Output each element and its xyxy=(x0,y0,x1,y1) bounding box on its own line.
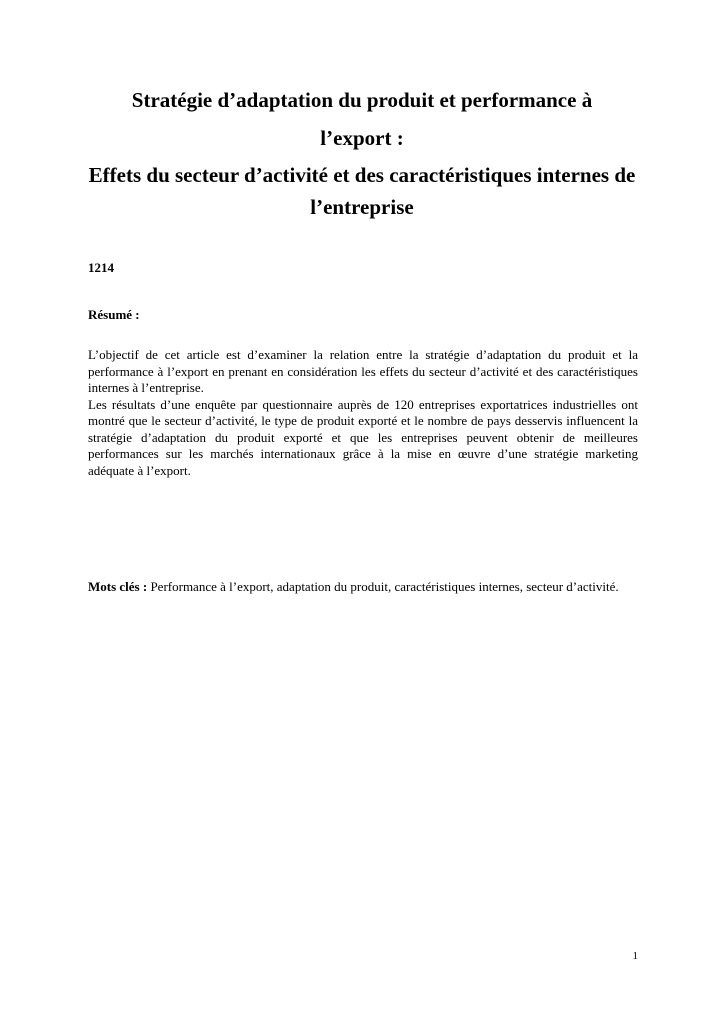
subtitle: Effets du secteur d’activité et des caractéristiques internes de l’entreprise xyxy=(88,163,636,219)
abstract-paragraph-1: L’objectif de cet article est d’examiner la relation entre la stratégie d’adaptation du produit et la performance à l’export en prenant en considération les effets du secteur d’activité et des caractéristiques internes à l’entreprise. xyxy=(88,347,638,395)
keywords-text: Performance à l’export, adaptation du produit, caractéristiques internes, secteur d’activité. xyxy=(150,579,619,594)
page-number: 1 xyxy=(632,950,638,962)
paper-id: 1214 xyxy=(88,260,114,275)
abstract-paragraph-2: Les résultats d’une enquête par questionnaire auprès de 120 entreprises exportatrices industrielles ont montré que le secteur d’activité, le type de produit exporté et le nombre de pays desservis influencent la stratégie d’adaptation du produit exporté et que les entreprises peuvent obtenir de meilleures performances sur les marchés internationaux grâce à la mise en œuvre d’une stratégie marketing adéquate à l’export. xyxy=(88,396,638,478)
abstract-heading: Résumé : xyxy=(88,307,140,322)
title-line-2: l’export : xyxy=(320,126,404,150)
abstract-body xyxy=(88,347,638,479)
keywords-label: Mots clés : xyxy=(88,579,148,594)
keywords xyxy=(88,572,638,602)
title-line-1: Stratégie d’adaptation du produit et performance à xyxy=(131,88,593,112)
